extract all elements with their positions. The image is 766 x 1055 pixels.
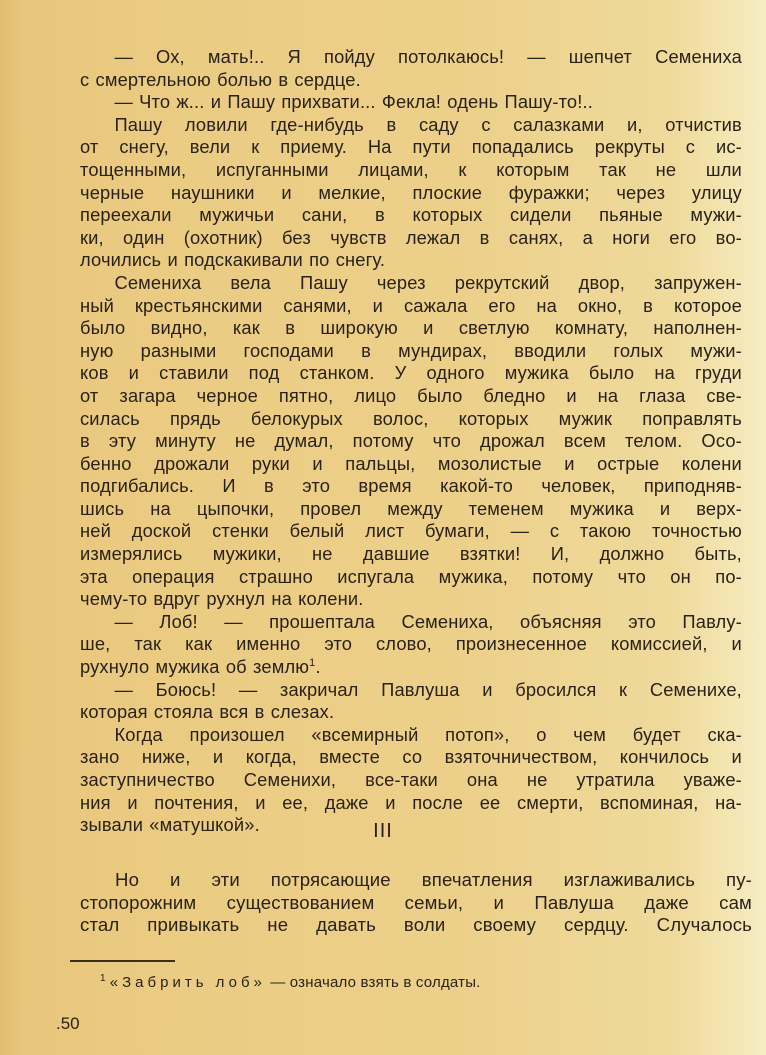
text-line: чему-то вдруг рухнул на колени. [80, 588, 364, 610]
text-line: было видно, как в широкую и светлую комнату, наполнен- [80, 317, 742, 339]
paragraph [80, 679, 742, 724]
text-line: ней доской стенки белый лист бумаги, — с такою точностью [80, 520, 742, 542]
text-line: ную разными господами в мундирах, вводили голых мужи- [80, 339, 742, 361]
page-number: .50 [56, 1014, 80, 1033]
text-line: ше, так как именно это слово, произнесенное комиссией, и [80, 633, 742, 655]
paragraph [80, 869, 752, 937]
text-line: лочились и подскакивали по снегу. [80, 249, 386, 271]
text-line: Семениха вела Пашу через рекрутский двор, запружен- [114, 271, 742, 293]
text-line: рухнуло мужика об землю$^1$. [80, 656, 321, 678]
text-line: — Ох, мать!.. Я пойду потолкаюсь! — шепчет Семениха [114, 46, 742, 67]
text-line: — Лоб! — прошептала Семениха, объясняя это Павлу- [114, 610, 742, 632]
text-line: — Боюсь! — закричал Павлуша и бросился к Семенихе, [114, 678, 742, 700]
text-line: Когда произошел «всемирный потоп», о чем будет ска- [114, 723, 742, 745]
text-line: силась прядь белокурых волос, которых мужик поправлять [80, 407, 742, 429]
text-fragment: рухнуло мужика об землю [80, 656, 310, 678]
footnote-term: «Забрить лоб» [109, 974, 266, 991]
text-line: Но и эти потрясающие впечатления изглаживались пу- [115, 869, 752, 890]
footnote-divider [70, 960, 175, 962]
text-line: от снегу, вели к приему. На пути попадались рекруты с ис- [80, 136, 742, 158]
paragraph [80, 611, 742, 679]
paragraph [80, 272, 742, 611]
paragraph [80, 114, 742, 272]
text-line: бенно дрожали руки и пальцы, мозолистые и острые колени [80, 452, 742, 474]
page-body [80, 46, 742, 837]
text-line: шись на цыпочки, провел между теменем мужика и верх- [80, 497, 742, 519]
chapter-opening-paragraph [80, 869, 752, 937]
footnote-reference[interactable]: 1 [309, 656, 316, 669]
text-line: с смертельною болью в сердце. [80, 68, 361, 90]
text-line: черные наушники и мелкие, плоские фуражки; через улицу [80, 181, 742, 203]
footnote-text: — означало взять в солдаты. [265, 974, 481, 991]
paragraph [80, 91, 742, 114]
text-line: зывали «матушкой». [80, 814, 260, 836]
text-line: стопорожним существованием семьи, и Павлуша даже сам [80, 891, 752, 913]
chapter-heading: III [373, 820, 393, 842]
text-line: Пашу ловили где-нибудь в саду с салазками и, отчистив [114, 113, 742, 135]
text-line: стал привыкать не давать воли своему сердцу. Случалось [80, 914, 752, 936]
text-line: зано ниже, и когда, вместе со взяточничеством, кончилось и [80, 746, 742, 768]
text-line: эта операция страшно испугала мужика, потому что он по- [80, 565, 742, 587]
text-line: которая стояла вся в слезах. [80, 701, 335, 723]
text-line: ный крестьянскими санями, и сажала его на окно, в которое [80, 294, 742, 316]
text-line: измерялись мужики, не давшие взятки! И, должно быть, [80, 543, 742, 565]
footnote-marker: 1 [100, 973, 106, 984]
text-line: подгибались. И в это время какой-то человек, приподняв- [80, 475, 742, 497]
text-line: переехали мужичьи сани, в которых сидели пьяные мужи- [80, 204, 742, 226]
text-line: — Что ж... и Пашу прихвати... Фекла! одень Пашу-то!.. [114, 91, 593, 113]
text-line: ния и почтения, и ее, даже и после ее смерти, вспоминая, на- [80, 791, 742, 813]
text-line: тощенными, испуганными лицами, к которым так не шли [80, 158, 742, 180]
paragraph [80, 46, 742, 91]
text-line: ки, один (охотник) без чувств лежал в санях, а ноги его во- [80, 226, 742, 248]
text-line: ков и ставили под станком. У одного мужика было на груди [80, 362, 742, 384]
text-line: в эту минуту не думал, потому что дрожал всем телом. Осо- [80, 430, 742, 452]
footnote [100, 973, 481, 991]
text-line: от загара черное пятно, лицо было бледно и на глаза све- [80, 384, 742, 406]
text-line: заступничество Семенихи, все-таки она не утратила уваже- [80, 769, 742, 790]
